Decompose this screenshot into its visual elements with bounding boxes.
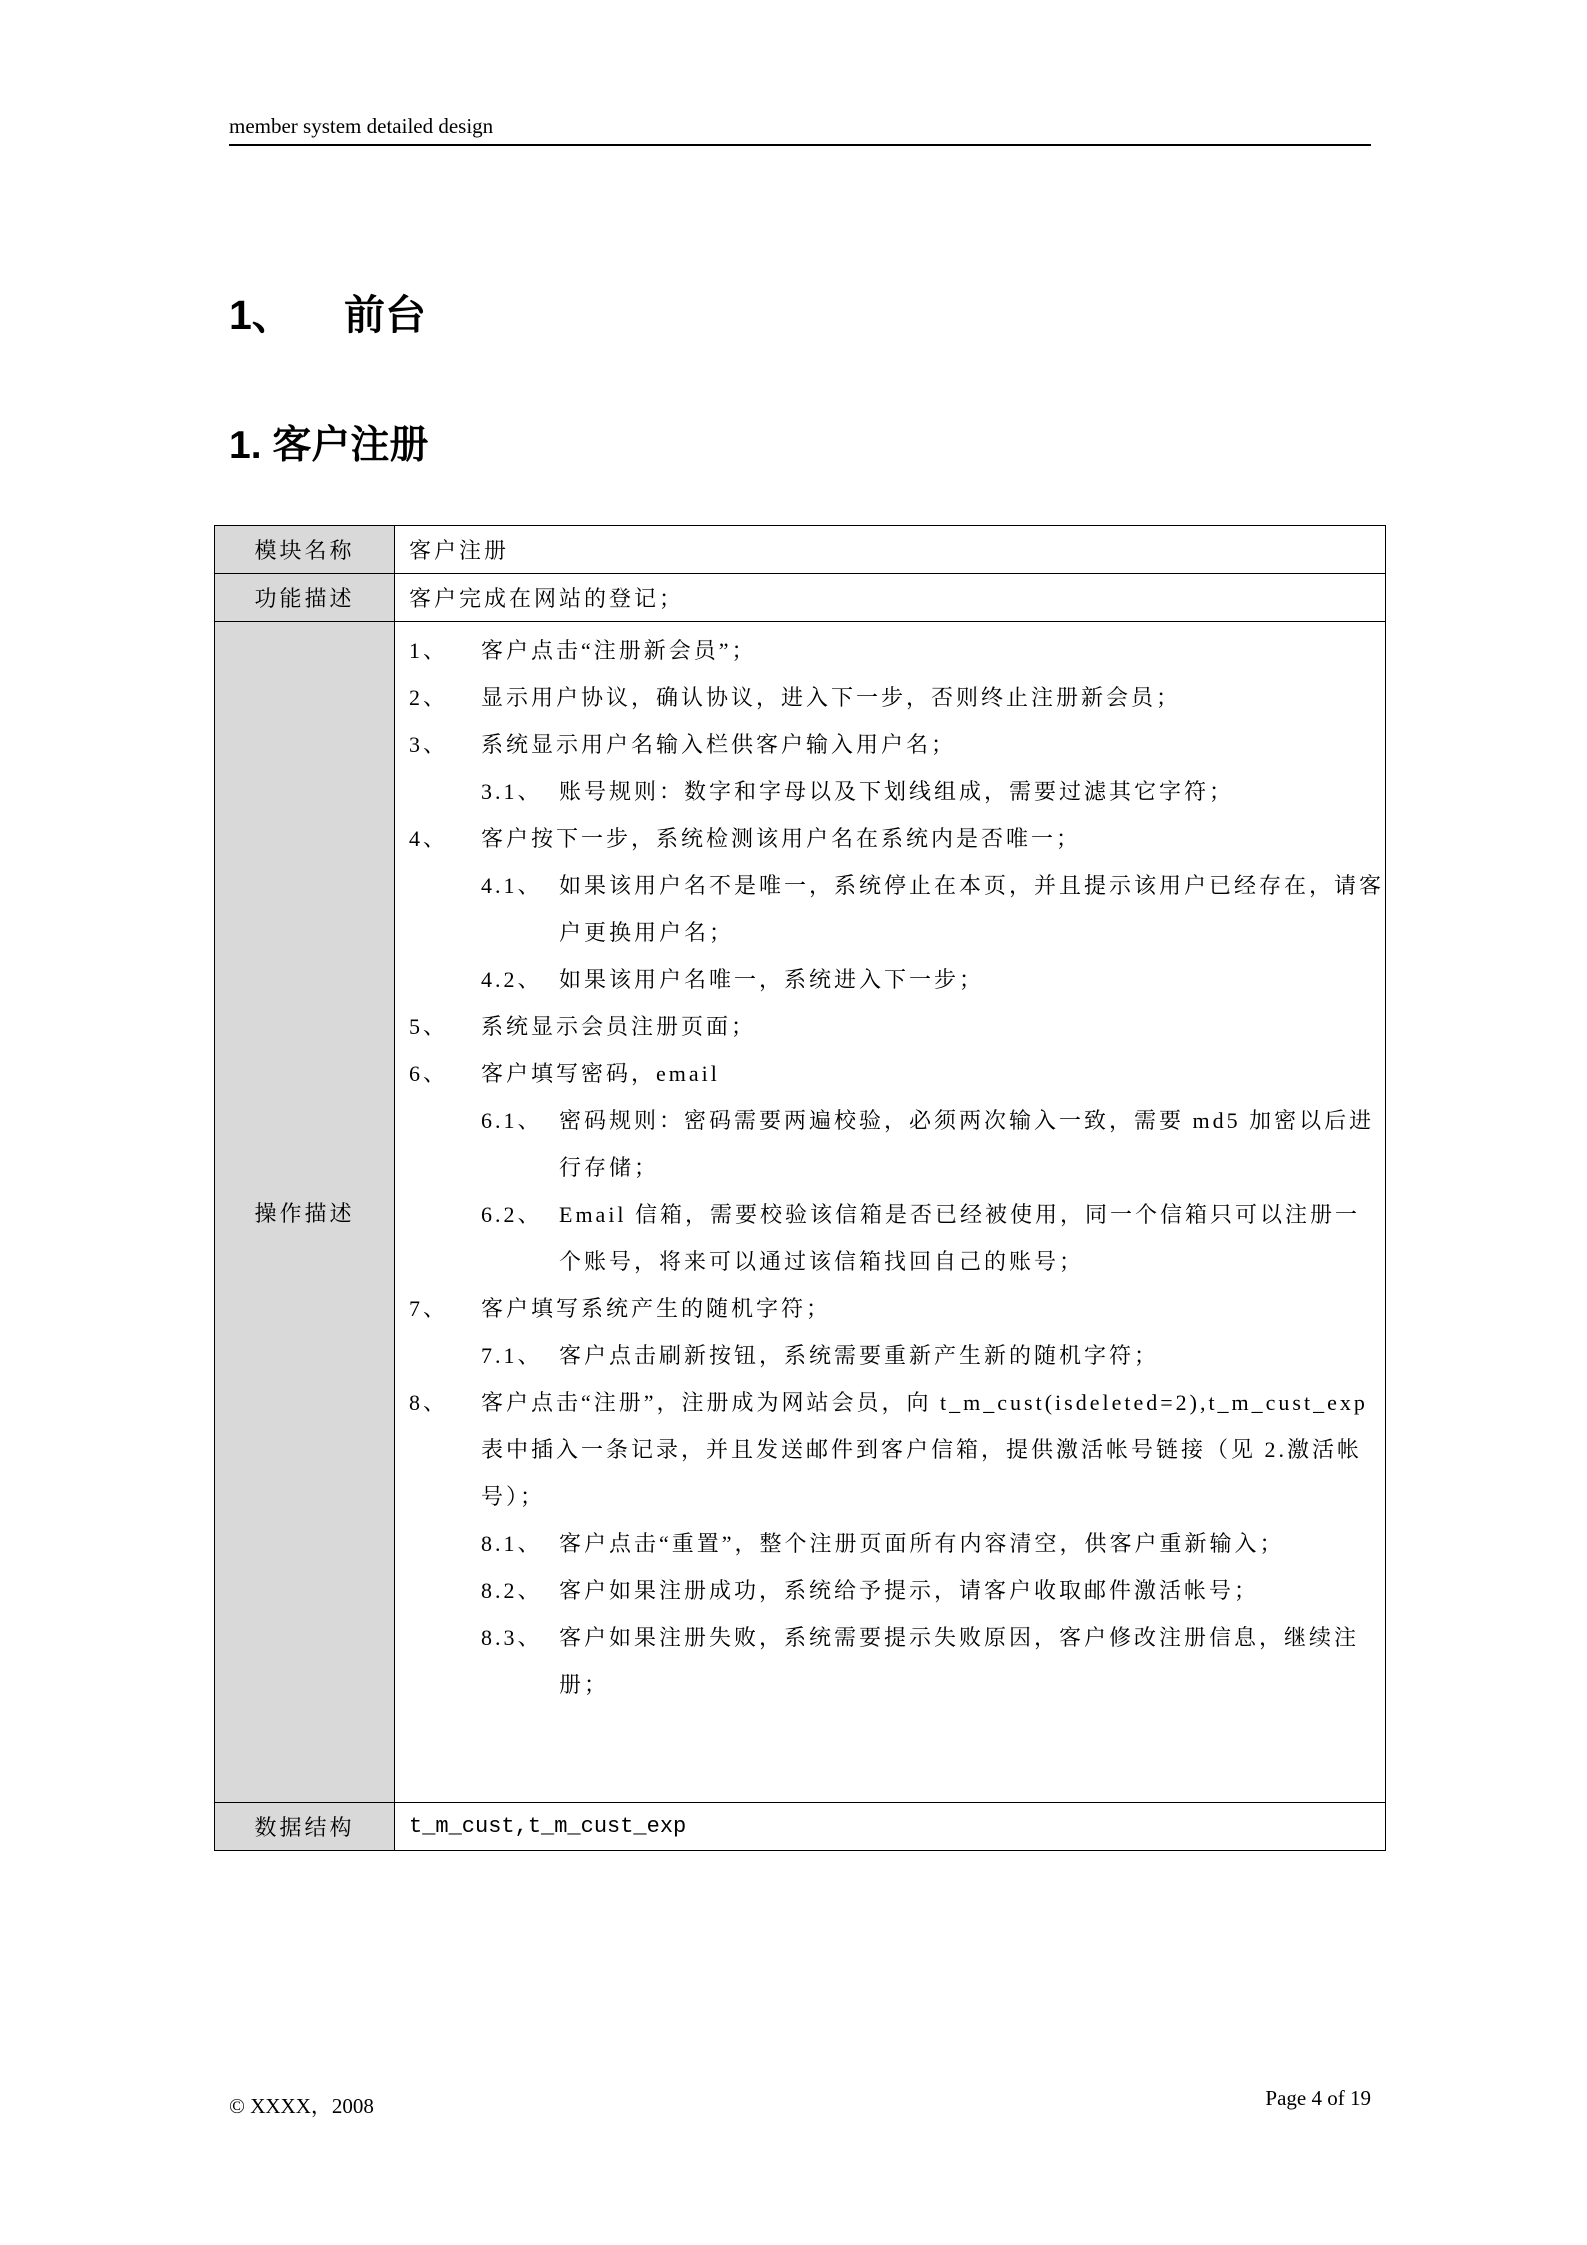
step-item: [409, 1614, 1385, 1708]
step-number: 6、: [409, 1061, 449, 1086]
step-text: 客户如果注册失败，系统需要提示失败原因，客户修改注册信息，继续注册；: [559, 1625, 1360, 1697]
step-text: 客户如果注册成功，系统给予提示，请客户收取邮件激活帐号；: [559, 1578, 1260, 1603]
step-item: [409, 1097, 1385, 1191]
step-item: [409, 956, 1385, 1003]
step-item: [409, 627, 1385, 674]
row-value: 客户完成在网站的登记；: [395, 574, 1386, 622]
row-value: t_m_cust,t_m_cust_exp: [395, 1803, 1386, 1851]
step-number: 4、: [409, 826, 449, 851]
step-text: 客户按下一步，系统检测该用户名在系统内是否唯一；: [481, 826, 1082, 851]
row-value: 客户注册: [395, 526, 1386, 574]
footer-copyright: © XXXX，2008: [229, 2094, 374, 2118]
step-item: [409, 1379, 1385, 1520]
step-text: 显示用户协议，确认协议，进入下一步，否则终止注册新会员；: [481, 685, 1182, 710]
step-number: 6.1、: [481, 1108, 543, 1133]
row-label: 数据结构: [215, 1803, 395, 1851]
step-text: 密码规则：密码需要两遍校验，必须两次输入一致，需要 md5 加密以后进行存储；: [559, 1108, 1375, 1180]
step-item: [409, 1567, 1385, 1614]
step-item: [409, 815, 1385, 862]
step-text: 客户点击“重置”，整个注册页面所有内容清空，供客户重新输入；: [559, 1531, 1285, 1556]
step-item: [409, 1520, 1385, 1567]
row-label: 模块名称: [215, 526, 395, 574]
step-text: 如果该用户名唯一，系统进入下一步；: [559, 967, 985, 992]
step-number: 5、: [409, 1014, 449, 1039]
step-number: 4.1、: [481, 873, 543, 898]
heading-1-number: 1、: [229, 292, 293, 338]
step-text: 如果该用户名不是唯一，系统停止在本页，并且提示该用户已经存在，请客户更换用户名；: [559, 873, 1385, 945]
table-row: [215, 622, 1386, 1803]
footer-page-number: Page 4 of 19: [1265, 2086, 1371, 2110]
step-text: 系统显示用户名输入栏供客户输入用户名；: [481, 732, 957, 757]
step-number: 8.3、: [481, 1625, 543, 1650]
step-number: 2、: [409, 685, 449, 710]
step-item: [409, 721, 1385, 768]
step-item: [409, 862, 1385, 956]
step-item: [409, 1332, 1385, 1379]
step-text: 客户点击“注册”，注册成为网站会员，向 t_m_cust(isdeleted=2),t_m_cust_exp 表中插入一条记录，并且发送邮件到客户信箱，提供激活帐号链接（见 2.激活帐号）；: [481, 1390, 1368, 1509]
step-text: 系统显示会员注册页面；: [481, 1014, 757, 1039]
row-label: 操作描述: [215, 622, 395, 1803]
table-row: [215, 1803, 1386, 1851]
step-number: 7.1、: [481, 1343, 543, 1368]
module-table: [214, 525, 1386, 1851]
table-row: [215, 574, 1386, 622]
heading-1: [229, 282, 426, 341]
step-item: [409, 1285, 1385, 1332]
step-number: 4.2、: [481, 967, 543, 992]
step-item: [409, 674, 1385, 721]
step-number: 8.2、: [481, 1578, 543, 1603]
running-header: member system detailed design: [229, 114, 494, 138]
step-item: [409, 1003, 1385, 1050]
step-number: 1、: [409, 638, 449, 663]
step-text: 客户填写系统产生的随机字符；: [481, 1296, 832, 1321]
step-number: 7、: [409, 1296, 449, 1321]
step-item: [409, 1050, 1385, 1097]
step-text: 客户填写密码，email: [481, 1061, 720, 1086]
step-text: 客户点击刷新按钮，系统需要重新产生新的随机字符；: [559, 1343, 1160, 1368]
step-text: 账号规则：数字和字母以及下划线组成，需要过滤其它字符；: [559, 779, 1235, 804]
header-rule: [229, 144, 1371, 146]
heading-2: 1. 客户注册: [229, 424, 429, 467]
step-number: 8、: [409, 1390, 449, 1415]
step-number: 3.1、: [481, 779, 543, 804]
step-number: 8.1、: [481, 1531, 543, 1556]
row-label: 功能描述: [215, 574, 395, 622]
step-item: [409, 1191, 1385, 1285]
step-number: 6.2、: [481, 1202, 543, 1227]
step-number: 3、: [409, 732, 449, 757]
step-text: 客户点击“注册新会员”；: [481, 638, 757, 663]
operation-steps: [395, 622, 1386, 1803]
step-text: Email 信箱，需要校验该信箱是否已经被使用，同一个信箱只可以注册一个账号，将来可以通过该信箱找回自己的账号；: [559, 1202, 1361, 1274]
table-row: [215, 526, 1386, 574]
heading-1-text: 前台: [344, 292, 426, 338]
step-item: [409, 768, 1385, 815]
